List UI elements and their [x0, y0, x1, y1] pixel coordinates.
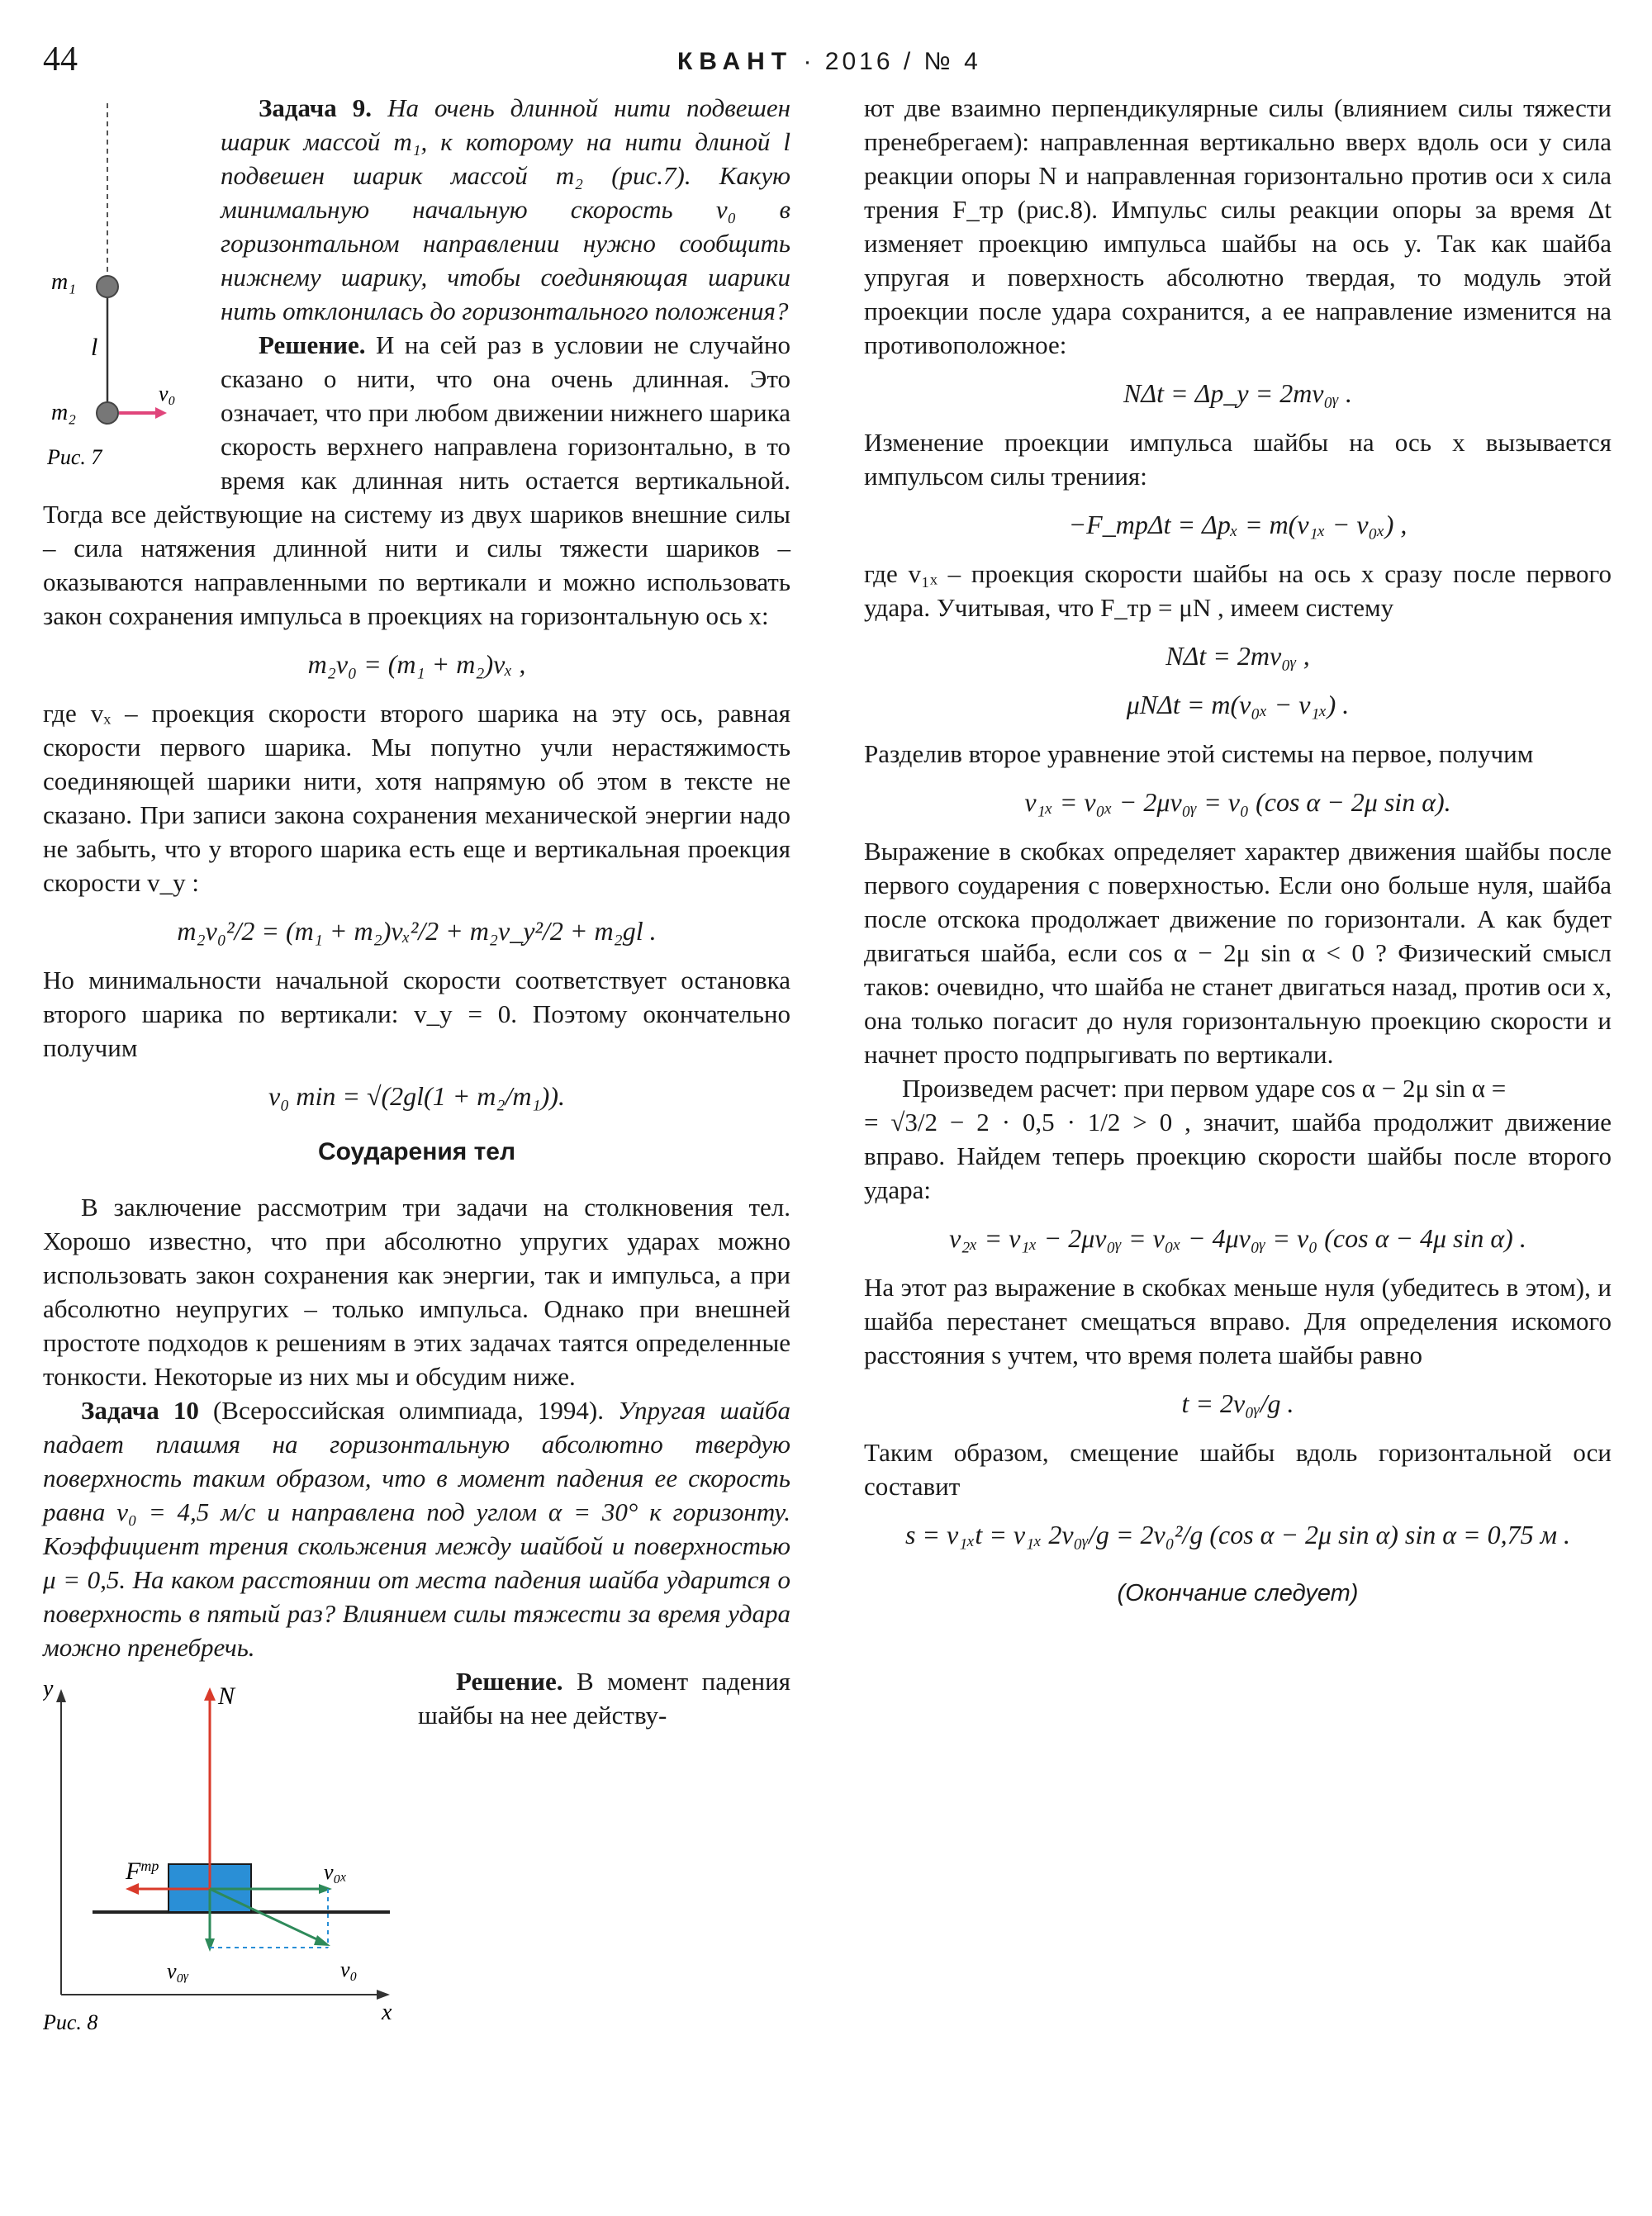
label-m1: m₁	[51, 269, 76, 295]
figure-7-drawing	[43, 91, 212, 487]
right-paragraph-1: ют две взаимно перпендикулярные силы (влиянием силы тяжести пренебрегаем): направленная вертикально вверх вдоль оси y сила реакции опоры N и направленная горизонтально против оси x сила трения F_тр (рис.8). Импульс силы реакции опоры за время Δt изменяет проекцию импульса шайбы на ось y. Так как шайба упругая и поверхность абсолютно твердая, то модуль этой проекции после удара сохранится, а ее направление изменится на противоположное:	[864, 93, 1612, 359]
x-axis-arrow-icon	[377, 1990, 390, 2000]
label-m2: m₂	[51, 400, 76, 425]
paragraph-2: где vₓ – проекция скорости второго шарика на эту ось, равная скорости первого шарика. Мы попутно учли нерастяжимость соединяющей шарики нити, хотя напрямую об этом в тексте не сказано. При записи закона сохранения механической энергии надо не забыть, что у второго шарика есть еще и вертикальная проекция скорости v_y :	[43, 699, 790, 897]
figure-8-drawing	[43, 1673, 406, 2036]
friction-arrowhead-icon	[126, 1883, 139, 1895]
y-axis-arrow-icon	[56, 1689, 66, 1702]
task9-text: На очень длинной нити подвешен шарик массой m₁, к которому на нити длиной l подвешен шарик массой m₂ (рис.7). Какую минимальную начальную скорость v₀ в горизонтальном направлении нужно сообщить нижнему шарику, чтобы соединяющая шарики нить отклонилась до горизонтального положения?	[221, 93, 791, 325]
task10	[43, 1393, 790, 1664]
v0y-arrowhead-icon	[205, 1938, 215, 1952]
formula-system-2: μNΔt = m(v₀ₓ − v₁ₓ) .	[1126, 690, 1350, 719]
label-n: N	[218, 1682, 235, 1710]
label-v0: v₀	[159, 382, 176, 406]
velocity-arrowhead-icon	[155, 407, 167, 419]
label-v0y: v₀ᵧ	[167, 1959, 189, 1983]
paragraph-4: В заключение рассмотрим три задачи на столкновения тел. Хорошо известно, что при абсолютно упругих ударах можно использовать закон сохранения как энергии, так и импульса, а при абсолютно неупругих – только импульса. Однако при внешней простоте подходов к решениям в этих задачах таятся определенные тонкости. Некоторые из них мы и обсудим ниже.	[43, 1193, 790, 1391]
right-paragraph-8: Таким образом, смещение шайбы вдоль горизонтальной оси составит	[864, 1438, 1612, 1501]
formula-v0min: v₀ min = √(2gl(1 + m₂/m₁)).	[268, 1081, 565, 1111]
label-l: l	[91, 334, 98, 361]
normal-force-arrowhead-icon	[204, 1687, 216, 1701]
figure-8	[43, 1673, 406, 2036]
figure-7	[43, 91, 212, 487]
solution-label: Решение.	[259, 330, 366, 359]
issue-label: · 2016 / № 4	[803, 48, 981, 75]
ball-m2-icon	[97, 402, 118, 424]
right-paragraph-6b: = √3/2 − 2 · 0,5 · 1/2 > 0 , значит, шайба продолжит движение вправо. Найдем теперь проекцию скорости шайбы после второго удара:	[864, 1108, 1612, 1204]
task10-source: (Всероссийская олимпиада, 1994).	[212, 1396, 604, 1425]
formula-system-1: NΔt = 2mv₀ᵧ ,	[1165, 641, 1310, 671]
right-paragraph-4: Разделив второе уравнение этой системы на первое, получим	[864, 739, 1534, 768]
figure-7-caption: Рис. 7	[47, 445, 102, 469]
right-column	[864, 91, 1612, 1611]
formula-momentum: m₂v₀ = (m₁ + m₂)vₓ ,	[307, 649, 526, 679]
task9-title: Задача 9.	[259, 93, 373, 122]
page-number: 44	[43, 40, 78, 78]
label-x: x	[382, 2000, 392, 2025]
formula-v1x: v₁ₓ = v₀ₓ − 2μv₀ᵧ = v₀ (cos α − 2μ sin α).	[1024, 787, 1451, 817]
solution-paragraph-1: И на сей раз в условии не случайно сказано о нити, что она очень длинная. Это означает, что при любом движении нижнего шарика скорость верхнего направлена горизонтально, в то время как длинная нить остается вертикальной. Тогда все действующие на систему из двух шариков внешние силы – сила натяжения длинной нити и силы тяжести шариков – оказываются направленными по вертикали и можно использовать закон сохранения импульса в проекциях на горизонтальную ось x:	[43, 330, 791, 630]
right-paragraph-2: Изменение проекции импульса шайбы на ось x вызывается импульсом силы трениия:	[864, 428, 1612, 491]
task10-title: Задача 10	[81, 1396, 199, 1425]
formula-time: t = 2v₀ᵧ/g .	[1181, 1388, 1294, 1418]
formula-v2x: v₂ₓ = v₁ₓ − 2μv₀ᵧ = v₀ₓ − 4μv₀ᵧ = v₀ (cos α − 4μ sin α) .	[949, 1223, 1526, 1253]
right-paragraph-5: Выражение в скобках определяет характер движения шайбы после первого соударения с поверхностью. Если оно больше нуля, шайба после отскока продолжает движение по горизонтали. А как будет двигаться шайба, если cos α − 2μ sin α < 0 ? Физический смысл таков: очевидно, что шайба не станет двигаться назад, против оси x, она только погасит до нуля горизонтальную проекцию скорости и начнет просто подпрыгивать по вертикали.	[864, 837, 1612, 1069]
formula-friction: −F_трΔt = Δpₓ = m(v₁ₓ − v₀ₓ) ,	[1068, 510, 1408, 539]
figure-8-caption: Рис. 8	[43, 2010, 98, 2034]
solution2-label: Решение.	[456, 1667, 563, 1696]
formula-ndt: NΔt = Δp_y = 2mv₀ᵧ .	[1123, 378, 1352, 408]
solution2-text: В момент падения шайбы на нее действу-	[418, 1667, 790, 1730]
formula-energy: m₂v₀²/2 = (m₁ + m₂)vₓ²/2 + m₂v_y²/2 + m₂gl .	[177, 916, 657, 946]
section-title: Соударения тел	[317, 1138, 516, 1165]
label-y: y	[43, 1676, 54, 1701]
journal-name: КВАНТ	[677, 48, 794, 75]
right-paragraph-7: На этот раз выражение в скобках меньше нуля (убедитесь в этом), и шайба перестанет смещаться вправо. Для определения искомого расстояния s учтем, что время полета шайбы равно	[864, 1273, 1612, 1369]
right-paragraph-6a: Произведем расчет: при первом ударе cos α − 2μ sin α =	[902, 1074, 1507, 1103]
v0-arrow	[210, 1889, 322, 1942]
ball-m1-icon	[97, 276, 118, 297]
task10-text: Упругая шайба падает плашмя на горизонтальную абсолютно твердую поверхность таким образом, что в момент падения ее скорость равна v₀ = 4,5 м/с и направлена под углом α = 30° к горизонту. Коэффициент трения скольжения между шайбой и поверхностью μ = 0,5. На каком расстоянии от места падения шайба ударится о поверхность в пятый раз? Влиянием силы тяжести за время удара можно пренебречь.	[43, 1396, 790, 1662]
to-be-continued: (Окончание следует)	[1117, 1580, 1359, 1606]
formula-distance: s = v₁ₓt = v₁ₓ 2v₀ᵧ/g = 2v₀²/g (cos α − 2μ sin α) sin α = 0,75 м .	[904, 1520, 1571, 1549]
left-column	[43, 91, 790, 2036]
right-paragraph-3: где v₁ₓ – проекция скорости шайбы на ось x сразу после первого удара. Учитывая, что F_тр = μN , имеем систему	[864, 559, 1612, 622]
label-f: $F^{тр}$	[126, 1858, 159, 1885]
running-header	[677, 48, 981, 76]
paragraph-3: Но минимальности начальной скорости соответствует остановка второго шарика по вертикали: v_y = 0. Поэтому окончательно получим	[43, 966, 790, 1062]
label-v0x: v₀ₓ	[324, 1860, 347, 1884]
v0x-arrowhead-icon	[319, 1884, 332, 1894]
label-v0: v₀	[340, 1957, 358, 1981]
